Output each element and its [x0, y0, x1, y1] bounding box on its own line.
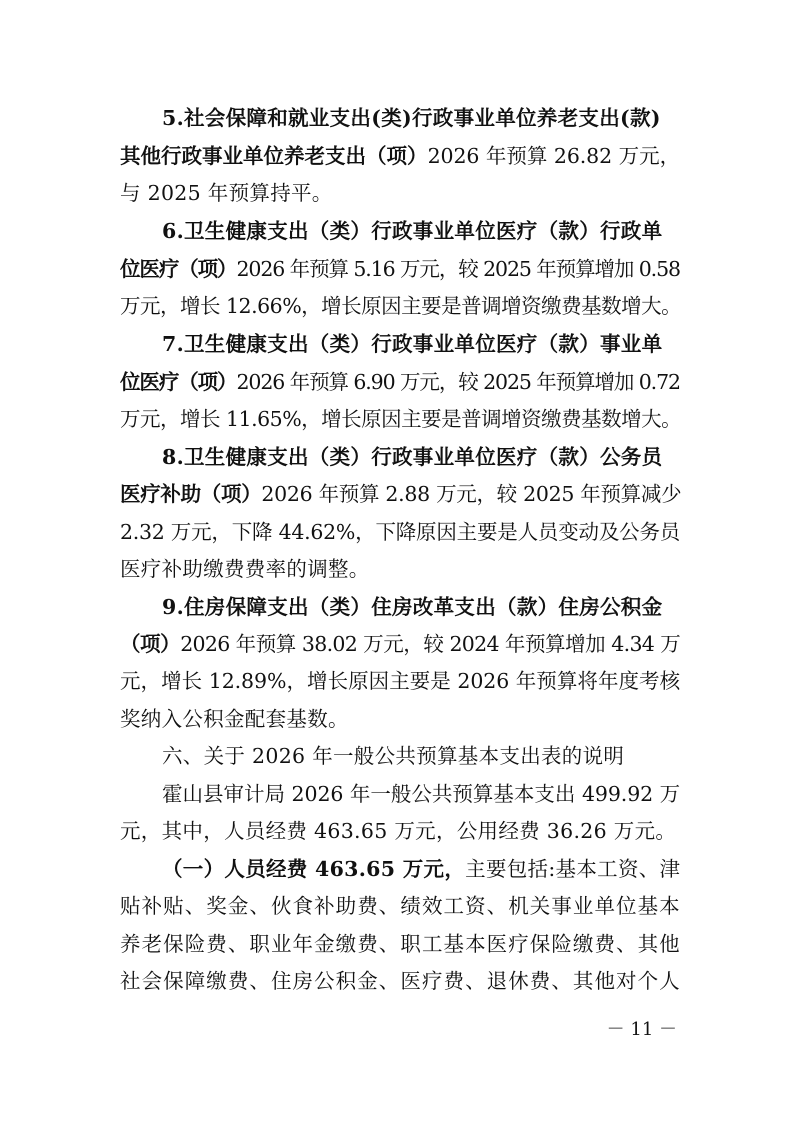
text-run: 7.卫生健康支出（类）行政事业单位医疗（款）事业单 [162, 332, 663, 356]
text-run: 位医疗（项） [120, 257, 237, 281]
text-line [162, 855, 680, 883]
text-run: 9.住房保障支出（类）住房改革支出（款）住房公积金 [162, 595, 663, 619]
text-line [162, 780, 680, 808]
text-line [120, 667, 680, 695]
page-number: － 11 － [606, 1019, 677, 1040]
text-run: 2.32 万元，下降 44.62%，下降原因主要是人员变动及公务员 [120, 520, 680, 544]
text-run: 2026 年预算 5.16 万元，较 2025 年预算增加 0.58 [236, 257, 680, 281]
text-run: 社会保障缴费、住房公积金、医疗费、退休费、其他对个人 [120, 969, 680, 993]
text-run: 主要包括:基本工资、津 [465, 857, 681, 881]
text-run: 医疗补助缴费费率的调整。 [120, 557, 370, 581]
text-run: 2026 年预算 2.88 万元，较 2025 年预算减少 [261, 482, 682, 506]
text-run: 奖纳入公积金配套基数。 [120, 707, 349, 731]
text-run: 位医疗（项） [120, 370, 237, 394]
text-run: 六、关于 2026 年一般公共预算基本支出表的说明 [162, 744, 625, 768]
text-run: 8.卫生健康支出（类）行政事业单位医疗（款）公务员 [162, 445, 663, 469]
text-line [120, 480, 680, 508]
text-run: 养老保险费、职业年金缴费、职工基本医疗保险缴费、其他 [120, 932, 680, 956]
text-line [120, 405, 680, 433]
text-run: 2026 年预算 6.90 万元，较 2025 年预算增加 0.72 [236, 370, 680, 394]
text-line [162, 104, 680, 132]
text-run: 霍山县审计局 2026 年一般公共预算基本支出 499.92 万 [162, 782, 680, 806]
text-line [162, 217, 680, 245]
text-run: 贴补贴、奖金、伙食补助费、绩效工资、机关事业单位基本 [120, 894, 680, 918]
text-run: 万元，增长 12.66%，增长原因主要是普调增资缴费基数增大。 [120, 294, 682, 318]
text-line [120, 292, 680, 320]
text-line [120, 368, 680, 396]
text-line [162, 593, 680, 621]
text-run: 2026 年预算 26.82 万元， [427, 144, 681, 168]
text-run: 万元，增长 11.65%，增长原因主要是普调增资缴费基数增大。 [120, 407, 682, 431]
text-run: （一）人员经费 463.65 万元， [162, 857, 466, 881]
text-run: 6.卫生健康支出（类）行政事业单位医疗（款）行政单 [162, 219, 663, 243]
text-line [120, 142, 680, 170]
text-line [162, 330, 680, 358]
text-line [120, 705, 680, 733]
text-line [120, 630, 680, 658]
text-line [120, 555, 680, 583]
text-line [120, 817, 680, 845]
text-line [162, 443, 680, 471]
text-line [120, 255, 680, 283]
text-run: 元，其中，人员经费 463.65 万元，公用经费 36.26 万元。 [120, 819, 677, 843]
text-run: 其他行政事业单位养老支出（项） [120, 144, 428, 168]
text-line [120, 892, 680, 920]
text-line [120, 179, 680, 207]
text-run: （项） [120, 632, 181, 656]
text-line [120, 967, 680, 995]
text-line [120, 930, 680, 958]
section-heading [162, 742, 680, 770]
text-run: 医疗补助（项） [120, 482, 262, 506]
text-run: 与 2025 年预算持平。 [120, 181, 333, 205]
text-run: 元，增长 12.89%，增长原因主要是 2026 年预算将年度考核 [120, 669, 680, 693]
text-line [120, 518, 680, 546]
text-run: 5.社会保障和就业支出(类)行政事业单位养老支出(款) [162, 106, 661, 130]
text-run: 2026 年预算 38.02 万元，较 2024 年预算增加 4.34 万 [180, 632, 681, 656]
